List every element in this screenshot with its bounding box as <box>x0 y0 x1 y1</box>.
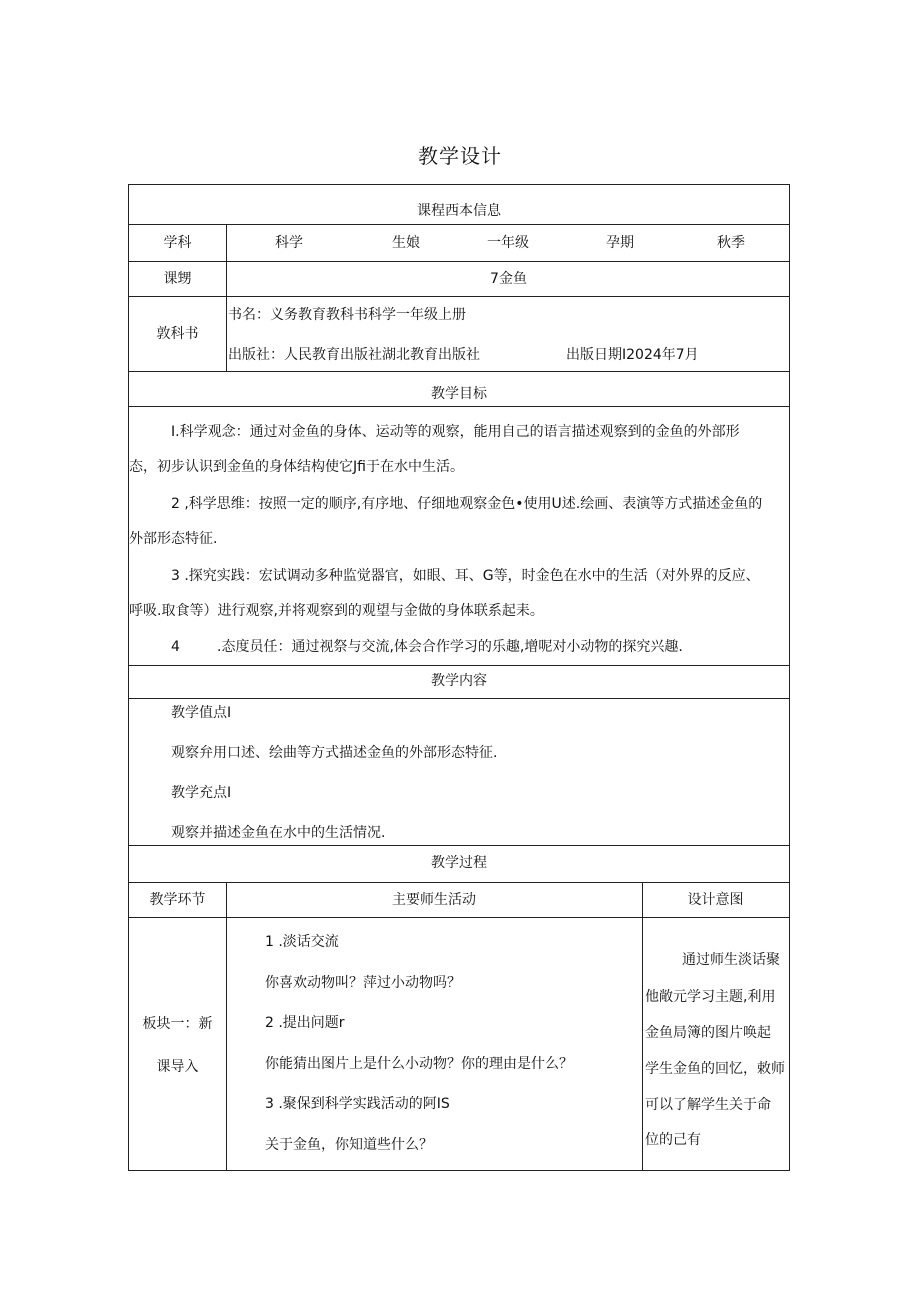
intent-line: 位的己有 <box>645 1132 701 1148</box>
objective-4-number: 4 <box>171 639 180 655</box>
objective-4-text: .态度员任：通过视祭与交流,体会合作学习的乐趣,增呢对小动物的探究兴趣. <box>217 639 683 655</box>
key-point-text: 观察弁用口述、绘曲等方式描述金鱼的外部形态特征. <box>171 745 498 761</box>
intent-line: 金鱼局簿的图片唤起 <box>645 1025 771 1041</box>
process-col-intent: 设计意图 <box>687 892 744 908</box>
page-title: 教学设计 <box>418 144 502 168</box>
content-heading: 教学内容 <box>431 673 487 689</box>
lesson-label: 课甥 <box>163 271 192 287</box>
activity-line: 你能猜出图片上是什么小动物？你的理由是什么？ <box>265 1056 573 1072</box>
subject-label: 学科 <box>163 235 192 251</box>
publication-date: 出版日期I2024年7月 <box>566 347 699 363</box>
difficulty-text: 观察并描述金鱼在水中的生活情况. <box>171 825 386 841</box>
term-value: 秋季 <box>717 235 745 251</box>
objective-1-line-1: I.科学观念：通过对金鱼的身体、运动等的观察，能用自己的语言描述观察到的金鱼的外部形 <box>171 424 740 440</box>
lesson-plan-table <box>128 184 790 1171</box>
grade-label: 生娘 <box>392 235 420 251</box>
lesson-value: 7金鱼 <box>490 271 527 287</box>
objective-2-line-1: 2 ,科学思维：按照一定的顺序,有序地、仔细地观察金色•使用U述.绘画、表演等方式描述金鱼的 <box>171 496 763 512</box>
objective-2-line-2: 外部形态特征. <box>129 531 218 547</box>
intent-line: 通过师生淡话聚 <box>682 952 780 968</box>
publisher: 出版社：人民教育出版社湖北教育出版社 <box>228 347 480 363</box>
term-label: 孕期 <box>606 235 634 251</box>
intent-line: 可以了解学生关于命 <box>645 1097 771 1113</box>
difficulty-label: 教学充点I <box>171 785 232 801</box>
objective-3-line-1: 3 .探究实践：宏试调动多种监觉器官，如眼、耳、G等，时金色在水中的生活（对外界的反应、 <box>171 568 760 584</box>
activity-line: 3 .聚保到科学实践活动的阿IS <box>265 1096 450 1112</box>
process-col-stage: 教学环节 <box>149 892 206 908</box>
basic-info-heading: 课程西本信息 <box>417 203 501 219</box>
activity-line: 关于金鱼，你知道些什么？ <box>265 1137 433 1153</box>
process-heading: 教学过程 <box>431 855 487 871</box>
activity-line: 你喜欢动物叫？萍过小动物吗？ <box>265 975 461 991</box>
textbook-name: 书名：义务教育教科书科学一年级上册 <box>228 307 466 323</box>
subject-value: 科学 <box>275 235 303 251</box>
objectives-heading: 教学目标 <box>431 386 487 402</box>
textbook-label: 敦科书 <box>156 326 199 342</box>
intent-line: 学生金鱼的回忆，敕师 <box>645 1061 785 1077</box>
objective-3-line-2: 呼吸.取食等）进行观察,并将观察到的观望与金做的身体联系起耒。 <box>129 603 544 619</box>
activity-line: 2 .提出问题r <box>265 1015 345 1031</box>
block-1-name-line-2: 课导入 <box>156 1059 199 1075</box>
grade-value: 一年级 <box>487 235 529 251</box>
intent-line: 他敞元学习主题,利用 <box>645 989 776 1005</box>
process-col-activities: 主要师生活动 <box>392 892 476 908</box>
objective-1-line-2: 态，初步认识到金鱼的身体结构使它Jfi于在水中生活。 <box>129 459 464 475</box>
activity-line: 1 .淡话交流 <box>265 934 339 950</box>
block-1-name-line-1: 板块一：新 <box>142 1016 213 1032</box>
key-point-label: 教学值点I <box>171 705 232 721</box>
